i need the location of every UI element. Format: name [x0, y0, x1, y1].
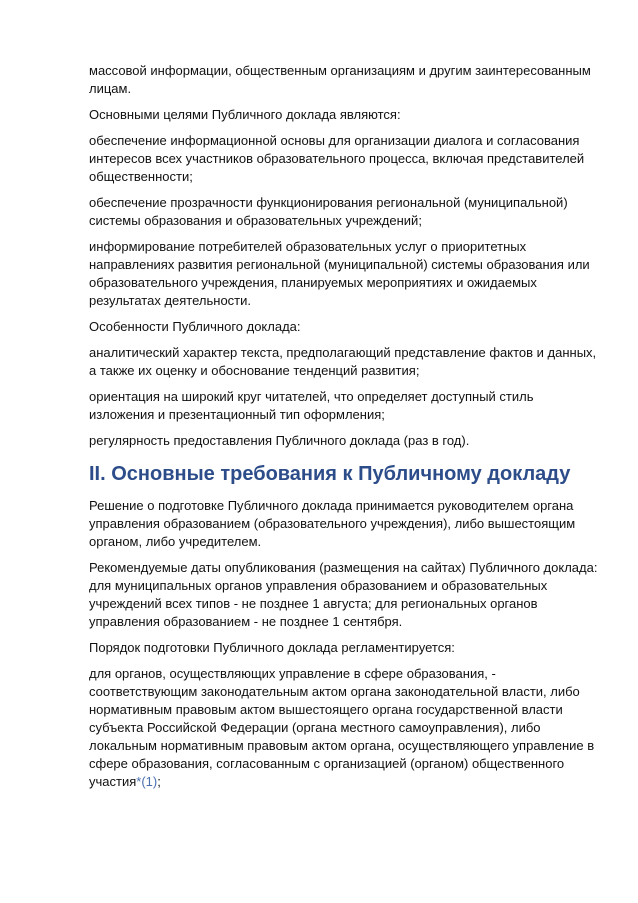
paragraph: Порядок подготовки Публичного доклада регламентируется: — [89, 640, 455, 655]
paragraph: Особенности Публичного доклада: — [89, 319, 301, 334]
paragraph: Основными целями Публичного доклада являются: — [89, 107, 401, 122]
paragraph: информирование потребителей образовательных услуг о приоритетных направлениях развития региональной (муниципальной) системы образования или образовательного учреждения, планируемых мероприятиях и ожидаемых результатах деятельности. — [89, 239, 590, 308]
paragraph: Рекомендуемые даты опубликования (размещения на сайтах) Публичного доклада: для муниципальных органов управления образованием и образовательных учреждений всех типов - не позднее 1 августа; для региональных органов управления образованием - не позднее 1 сентября. — [89, 560, 598, 629]
paragraph: обеспечение прозрачности функционирования региональной (муниципальной) системы образования и образовательных учреждений; — [89, 195, 568, 228]
paragraph: обеспечение информационной основы для организации диалога и согласования интересов всех участников образовательного процесса, включая представителей общественности; — [89, 133, 585, 184]
paragraph: аналитический характер текста, предполагающий представление фактов и данных, а также их оценку и обоснование тенденций развития; — [89, 345, 597, 378]
paragraph: массовой информации, общественным организациям и другим заинтересованным лицам. — [89, 63, 591, 96]
paragraph-tail: ; — [157, 774, 161, 789]
footnote-link[interactable]: *(1) — [136, 774, 158, 789]
paragraph: регулярность предоставления Публичного доклада (раз в год). — [89, 433, 470, 448]
paragraph: Решение о подготовке Публичного доклада принимается руководителем органа управления образованием (образовательного учреждения), либо вышестоящим органом, либо учредителем. — [89, 498, 576, 549]
document-page — [89, 62, 599, 799]
paragraph-text: для органов, осуществляющих управление в сфере образования, - соответствующим законодательным актом органа законодательной власти, либо нормативным правовым актом вышестоящего органа государственной власти субъекта Российской Федерации (органа местного самоуправления), либо локальным нормативным правовым актом органа, осуществляющего управление в сфере образования, согласованным с организацией (органом) общественного участия — [89, 666, 595, 789]
paragraph-with-footnote — [89, 665, 599, 791]
paragraph: ориентация на широкий круг читателей, что определяет доступный стиль изложения и презентационный тип оформления; — [89, 389, 534, 422]
section-heading: II. Основные требования к Публичному докладу — [89, 463, 571, 485]
